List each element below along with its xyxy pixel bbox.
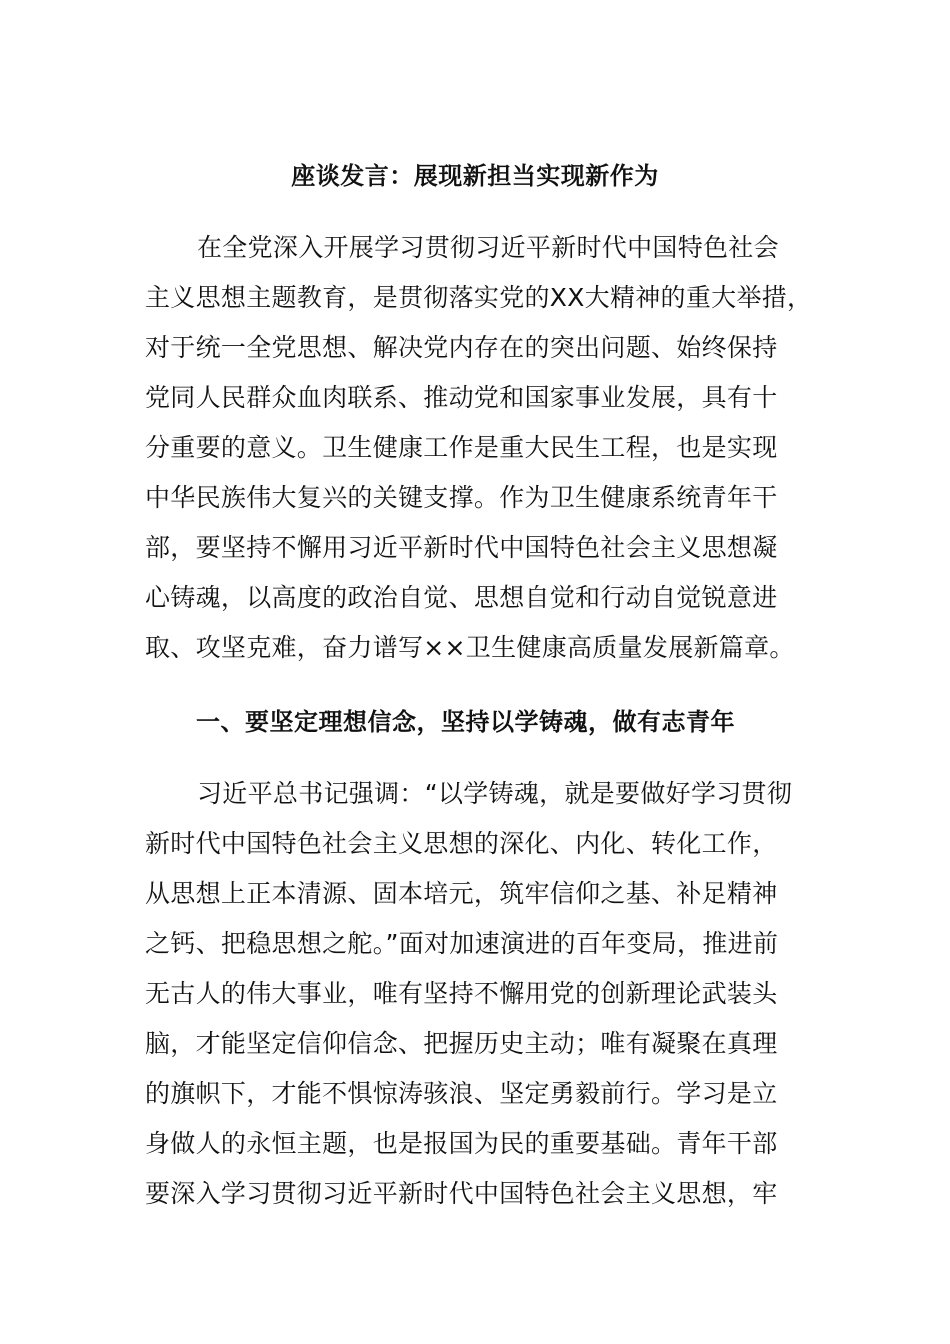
section-line: 身做人的永恒主题，也是报国为民的重要基础。青年干部 bbox=[145, 1129, 778, 1158]
intro-line: 中华民族伟大复兴的关键支撑。作为卫生健康系统青年干 bbox=[145, 483, 778, 512]
intro-line: 在全党深入开展学习贯彻习近平新时代中国特色社会 bbox=[197, 233, 779, 262]
intro-line: 分重要的意义。卫生健康工作是重大民生工程，也是实现 bbox=[145, 433, 778, 462]
intro-line: 心铸魂，以高度的政治自觉、思想自觉和行动自觉锐意进 bbox=[145, 583, 778, 612]
section-line: 脑，才能坚定信仰信念、把握历史主动；唯有凝聚在真理 bbox=[145, 1029, 778, 1058]
section-line: 的旗帜下，才能不惧惊涛骇浪、坚定勇毅前行。学习是立 bbox=[145, 1079, 778, 1108]
section-line: 习近平总书记强调：“以学铸魂，就是要做好学习贯彻 bbox=[197, 779, 793, 808]
intro-line: 部，要坚持不懈用习近平新时代中国特色社会主义思想凝 bbox=[145, 533, 778, 562]
document-title: 座谈发言：展现新担当实现新作为 bbox=[291, 162, 659, 190]
section-paragraph bbox=[145, 769, 835, 1219]
section-line: 从思想上正本清源、固本培元，筑牢信仰之基、补足精神 bbox=[145, 879, 778, 908]
intro-line: 对于统一全党思想、解决党内存在的突出问题、始终保持 bbox=[145, 333, 778, 362]
intro-line: 党同人民群众血肉联系、推动党和国家事业发展，具有十 bbox=[145, 383, 778, 412]
section-line: 之钙、把稳思想之舵。”面对加速演进的百年变局，推进前 bbox=[145, 929, 779, 958]
section-line: 要深入学习贯彻习近平新时代中国特色社会主义思想，牢 bbox=[145, 1179, 778, 1208]
intro-paragraph bbox=[145, 223, 835, 673]
section-heading: 一、要坚定理想信念，坚持以学铸魂，做有志青年 bbox=[196, 708, 735, 736]
section-line: 新时代中国特色社会主义思想的深化、内化、转化工作， bbox=[145, 829, 778, 858]
intro-line: 取、攻坚克难，奋力谱写××卫生健康高质量发展新篇章。 bbox=[145, 633, 795, 662]
intro-line: 主义思想主题教育，是贯彻落实党的XX大精神的重大举措， bbox=[145, 283, 813, 312]
section-line: 无古人的伟大事业，唯有坚持不懈用党的创新理论武装头 bbox=[145, 979, 778, 1008]
